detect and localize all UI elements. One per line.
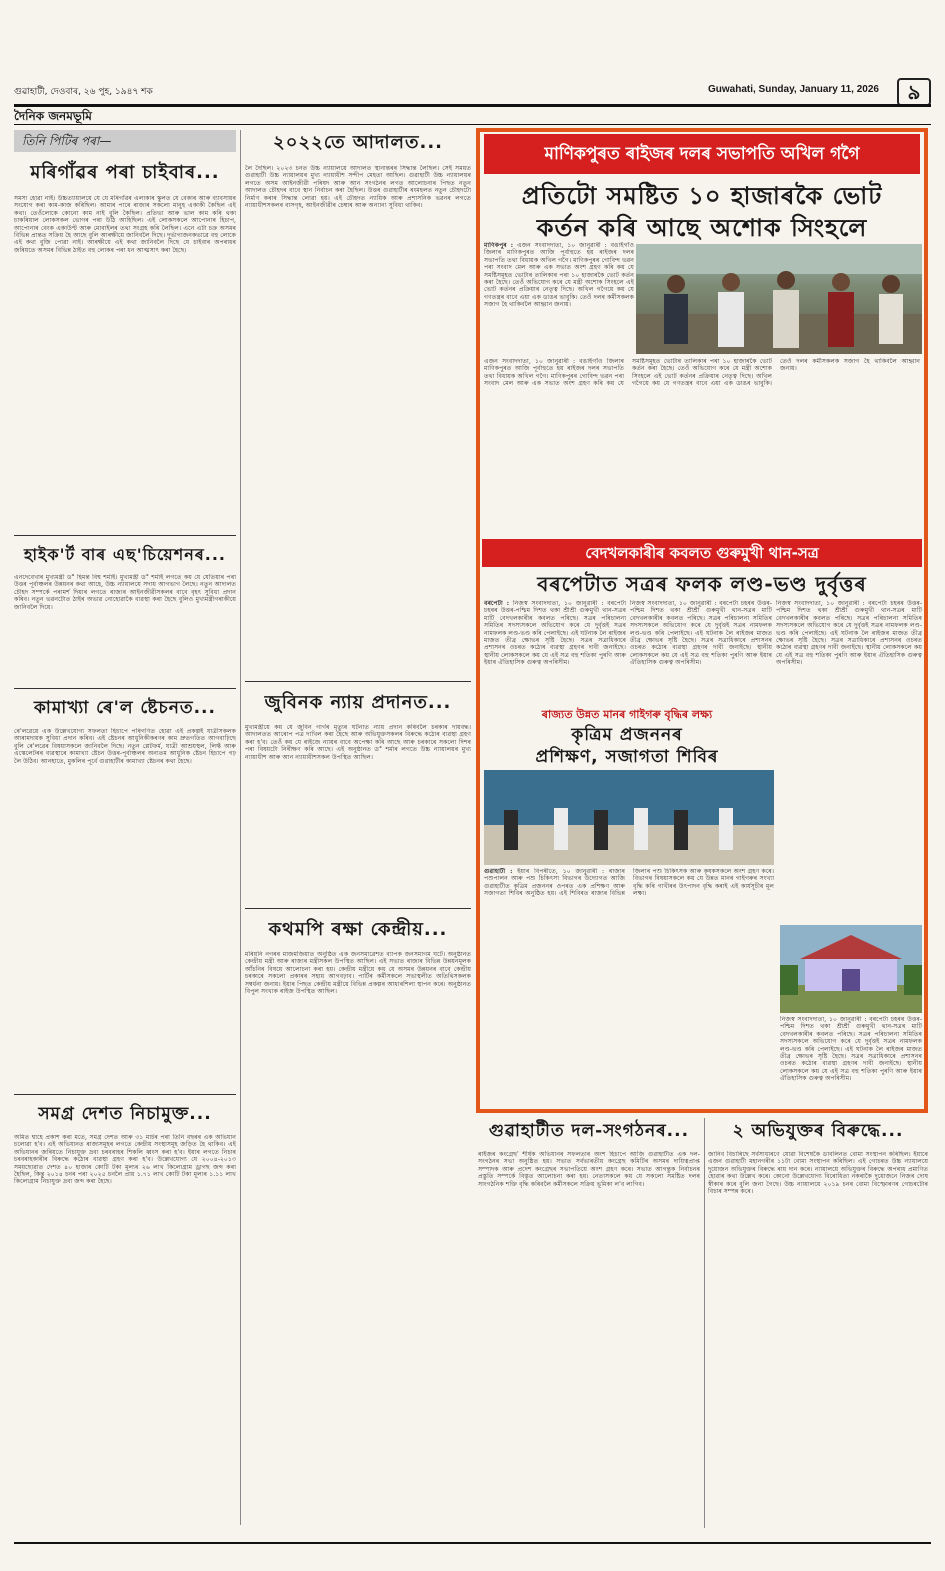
- headline-highcourt: হাইক'ৰ্ট বাৰ এছ'চিয়েশনৰ...: [24, 545, 226, 564]
- people-walking-image: [636, 244, 922, 354]
- divider: [14, 1094, 236, 1095]
- column-rule: [240, 130, 241, 1525]
- column-rule: [704, 1118, 705, 1528]
- barpeta-col2: [630, 600, 772, 704]
- body-highcourt: এনদেবেখাৰ মুখ্যমন্ত্ৰী ড° হিমন্ত বিশ্ব শৰ্মাই। মুখ্যমন্ত্ৰী ড° শৰ্মাই লগতে কয় যে যেতিয়াৰ পৰা উত্তৰ পূৰ্বাঞ্চলৰ উন্নয়নৰ কথা আহে, উচ্চ ন্যায়ালয়ে সদায় আগভাগ লৈছে। নতুন আদালত চৌহদ সম্পৰ্কে পৰামৰ্শ দিয়াৰ লগতে ৰাজ্যৰ আইনজীৱীসকলৰ বাবে বৃহৎ সুবিধা প্ৰদান কৰিব। নতুন ভৱনটোত ঠাইৰ অভাৱ নোহোৱাকৈ ব্যৱস্থা কৰা হৈছে বুলিও মুখ্যমন্ত্ৰীগৰাকীয়ে জানিবলৈ দিয়ে।: [14, 574, 236, 611]
- barpeta-kicker: বেদখলকাৰীৰ কবলত গুৰুমুখী থান-সত্ৰ: [482, 539, 922, 567]
- ai-body-columns: [484, 868, 774, 1104]
- column-middle: [245, 128, 471, 1538]
- barpeta-dateline: বৰপেটা :: [484, 600, 510, 607]
- barpeta-body-4: নিজস্ব সংবাদদাতা, ১০ জানুৱাৰী : বৰপেটা চহৰৰ উত্তৰ-পশ্চিম দিশত থকা শ্ৰীশ্ৰী গুৰুমুখী থান-সত্ৰৰ মাটি বেদখলকাৰীৰ কবলত পৰিছে। সত্ৰৰ পৰিচালনা সমিতিৰ সদস্যসকলে অভিযোগ কৰে যে দুৰ্বৃত্তই সত্ৰৰ নামফলক লণ্ড-ভণ্ড কৰি পেলাইছে। এই ঘটনাক লৈ ৰাইজৰ মাজত তীব্ৰ ক্ষোভৰ সৃষ্টি হৈছে। সত্ৰৰ সত্ৰাধিকাৰে প্ৰশাসনৰ ওচৰত কঠোৰ ব্যৱস্থা গ্ৰহণৰ দাবী জনাইছে। স্থানীয় লোকসকলে কয় যে এই সত্ৰ বহু শতিকা পুৰণি আৰু ইয়াৰ ঐতিহাসিক গুৰুত্ব অপৰিসীম।: [780, 1016, 922, 1083]
- body-nationwide: অমিত শ্বাহে প্ৰকাশ কৰা মতে, সমগ্ৰ দেশত আৰু ৩১ মাৰ্চৰ পৰা তিনি বছৰৰ এক অভিযান চলোৱা হ'ব। এই অভিযানত ৰাজ্যসমূহৰ লগতে কেন্দ্ৰীয় সংস্থাসমূহ জড়িত হৈ থাকিব। এই অভিযানৰ জৰিয়তে নিচাযুক্ত দ্ৰব্য চৰবৰাহৰ শিকলি ধ্বংস কৰা হ'ব। ইয়াৰ লগতে নিচাৰ চৰবৰাহকাৰীৰ বিৰুদ্ধে কঠোৰ ব্যৱস্থা গ্ৰহণ কৰা হ'ব। উল্লেখযোগ্য যে ২০০৪-২০১৩ সময়ছোৱাত দেশত ৪০ হাজাৰ কোটি টকা মূল্যৰ ২৬ লাখ কিলোগ্ৰাম ড্ৰাগছ জব্দ কৰা হৈছিল, কিন্তু ২০১৪ চনৰ পৰা ২০২৫ চনলৈ প্ৰায় ১.৭১ লাখ কোটি টকা মূল্যৰ ১.১১ লাখ কিলোগ্ৰাম নিচাযুক্ত দ্ৰব্য জব্দ কৰা হৈছে।: [14, 1134, 236, 1186]
- divider: [14, 535, 236, 536]
- body-guwahati-party: ৰাইজৰ কংগ্ৰেছ' শীৰ্ষক অভিযানৰ সফলতাৰ অংশ হিচাপে আজি গুৱাহাটীত এক দল-সংগঠনৰ সভা অনুষ্ঠিত হয়। সভাত সৰ্বভাৰতীয় কংগ্ৰেছ কমিটিৰ অসমৰ দায়িত্বপ্ৰাপ্ত সম্পাদক আৰু প্ৰদেশ কংগ্ৰেছৰ সভাপতিয়ে অংশ গ্ৰহণ কৰে। সভাত আগন্তুক নিৰ্বাচনৰ প্ৰস্তুতি সম্পৰ্কে বিস্তৃত আলোচনা কৰা হয়। নেতাসকলে কয় যে সকলো সমষ্টিত দলৰ সাংগঠনিক শক্তি বৃদ্ধি কৰিবলৈ কৰ্মীসকলে সক্ৰিয় ভূমিকা ল'ব লাগিব।: [478, 1151, 700, 1188]
- headline-kathampi: কথমপি ৰক্ষা কেন্দ্ৰীয়...: [268, 919, 448, 940]
- barpeta-col1: [484, 600, 626, 704]
- barpeta-col3: [776, 600, 922, 920]
- lead-body-columns: [484, 358, 920, 534]
- stage-event-image: [484, 770, 774, 865]
- barpeta-col3-bottom: [780, 1016, 922, 1106]
- barpeta-body: নিজস্ব সংবাদদাতা, ১০ জানুৱাৰী : বৰপেটা চহৰৰ উত্তৰ-পশ্চিম দিশত থকা শ্ৰীশ্ৰী গুৰুমুখী থান-সত্ৰৰ মাটি বেদখলকাৰীৰ কবলত পৰিছে। সত্ৰৰ পৰিচালনা সমিতিৰ সদস্যসকলে অভিযোগ কৰে যে দুৰ্বৃত্তই সত্ৰৰ নামফলক লণ্ড-ভণ্ড কৰি পেলাইছে। এই ঘটনাক লৈ ৰাইজৰ মাজত তীব্ৰ ক্ষোভৰ সৃষ্টি হৈছে। সত্ৰৰ সত্ৰাধিকাৰে প্ৰশাসনৰ ওচৰত কঠোৰ ব্যৱস্থা গ্ৰহণৰ দাবী জনাইছে। স্থানীয় লোকসকলে কয় যে এই সত্ৰ বহু শতিকা পুৰণি আৰু ইয়াৰ ঐতিহাসিক গুৰুত্ব অপৰিসীম।: [484, 600, 626, 667]
- body-court2022: লৈ দৈছিল। ২০২৩ চনত উচ্চ ন্যায়ালয়ে আদালত স্থানান্তৰৰ সিদ্ধান্ত লৈছিল। সেই সময়ত গুৱাহাটী উচ্চ ন্যায়ালয়ৰ মুখ্য ন্যায়াধীশ সন্দীপ মেহতা আছিল। গুৱাহাটী উচ্চ ন্যায়ালয়ৰ লগতে অসম আইনজীৱী পৰিষদ আৰু আন সংগঠনৰ লগত আলোচনাৰ পিছত নতুন আদালত চৌহদৰ বাবে স্থান নিৰ্বাচন কৰা হৈছিল। উত্তৰ গুৱাহাটীৰ ৰংমহলত নতুন চৌহদটো নিৰ্মাণ কৰাৰ সিদ্ধান্ত লোৱা হয়। এই চৌহদত ন্যায়িক আৰু প্ৰশাসনিক ভৱনৰ লগতে ন্যায়াধীশসকলৰ বাসগৃহ, আইনজীৱীৰ চেম্বাৰ আৰু অন্যান্য সুবিধা থাকিব।: [245, 165, 471, 210]
- satra-photo: [780, 925, 922, 1013]
- two-accused-block: [708, 1118, 928, 1538]
- masthead: দৈনিক জনমভূমি: [14, 109, 92, 123]
- barpeta-body-3: নিজস্ব সংবাদদাতা, ১০ জানুৱাৰী : বৰপেটা চহৰৰ উত্তৰ-পশ্চিম দিশত থকা শ্ৰীশ্ৰী গুৰুমুখী থান-সত্ৰৰ মাটি বেদখলকাৰীৰ কবলত পৰিছে। সত্ৰৰ পৰিচালনা সমিতিৰ সদস্যসকলে অভিযোগ কৰে যে দুৰ্বৃত্তই সত্ৰৰ নামফলক লণ্ড-ভণ্ড কৰি পেলাইছে। এই ঘটনাক লৈ ৰাইজৰ মাজত তীব্ৰ ক্ষোভৰ সৃষ্টি হৈছে। সত্ৰৰ সত্ৰাধিকাৰে প্ৰশাসনৰ ওচৰত কঠোৰ ব্যৱস্থা গ্ৰহণৰ দাবী জনাইছে। স্থানীয় লোকসকলে কয় যে এই সত্ৰ বহু শতিকা পুৰণি আৰু ইয়াৰ ঐতিহাসিক গুৰুত্ব অপৰিসীম।: [776, 600, 922, 667]
- headline-mariganr: মৰিগাঁৱৰ পৰা চাইবাৰ...: [30, 162, 220, 183]
- ai-kicker: ৰাজ্যত উন্নত মানৰ গাইগৰু বৃদ্ধিৰ লক্ষ্য: [541, 708, 713, 721]
- divider: [245, 908, 471, 909]
- column-left: [14, 158, 236, 1538]
- lead-body: এজন সংবাদদাতা, ১০ জানুৱাৰী : বঙাইগাঁও জিলাৰ মাণিকপুৰত আজি পূৰ্বাহুতে হয় ৰাইজৰ দলৰ সভাপতি তথা বিধায়ক অখিল গগৈ। মাণিকপুৰৰ গোবিন্দ ভৱন পৰা সংবাদ মেল আৰু এক সভাত অংশ গ্ৰহণ কৰি কয় যে সমষ্টিসমূহত ভোটাৰ তালিকাৰ পৰা ১০ হাজাৰকৈ ভোট কৰ্তন কৰা হৈছে। তেওঁ অভিযোগ কৰে যে মন্ত্ৰী অশোক সিংহলে এই ভোট কৰ্তনৰ প্ৰক্ৰিয়াৰ নেতৃত্ব দিছে। অখিল গগৈয়ে কয় যে গণতন্ত্ৰৰ বাবে এয়া এক ডাঙৰ ভাবুকি। তেওঁ দলৰ কৰ্মীসকলক সজাগ হৈ থাকিবলৈ আহ্বান জনায়।: [484, 242, 634, 309]
- body-kamakhya: ৰে'লৱেয়ে এক উল্লেখযোগ্য সফলতা হিচাপে পৰিগণিত হোৱা এই প্ৰকল্পই যাত্ৰীসকলক আৰামদায়ক সুবিধা প্ৰদান কৰিব। এই ষ্টেচনৰ আধুনিকীকৰণৰ কাম দ্ৰুতগতিত আগবাঢ়িছে বুলি ৰে'লৱেৰ বিষয়াসকলে জানিবলৈ দিছে। নতুন প্লেটফৰ্ম, যাত্ৰী আশ্ৰয়স্থল, লিফ্ট আৰু এস্কেলেটৰৰ ব্যৱস্থাৰে কামাখ্যা ষ্টেচন উত্তৰ-পূৰ্বাঞ্চলৰ অন্যতম আধুনিক ষ্টেচন হিচাপে গঢ় লৈ উঠিব। আনহাতে, মুকলিৰ পূৰ্বে গুৱাহাটীৰ কামাখ্যা ষ্টেচনৰ কথা হৈছে।: [14, 728, 236, 765]
- ai-headline-line2: প্ৰশিক্ষণ, সজাগতা শিবিৰ: [535, 747, 719, 767]
- header-dateline-right: Guwahati, Sunday, January 11, 2026: [707, 84, 879, 95]
- body-kathampi: মৰিয়নি নগৰৰ মাজমজিয়াত অনুষ্ঠিত এক জনসমাৱেশত ব্যাপক জনসমাগম ঘটে। অনুষ্ঠানত কেন্দ্ৰীয় মন্ত্ৰী আৰু ৰাজ্যৰ মন্ত্ৰীসকল উপস্থিত আছিল। এই সভাত ৰাজ্যৰ বিভিন্ন উন্নয়নমূলক আঁচনিৰ বিষয়ে আলোচনা কৰা হয়। কেন্দ্ৰীয় মন্ত্ৰীয়ে কয় যে অসমৰ উন্নয়নৰ বাবে কেন্দ্ৰীয় চৰকাৰে সকলো প্ৰকাৰৰ সহায় আগবঢ়াব। পাৰ্টিৰ কৰ্মীসকলে সভাস্থলীত অতিথিসকলক সম্বৰ্ধনা জনায়। ইয়াৰ পিছত কেন্দ্ৰীয় মন্ত্ৰীয়ে বিভিন্ন প্ৰকল্পৰ আধাৰশিলা স্থাপন কৰে। অনুষ্ঠানত বিপুল সংখ্যক ৰাইজ উপস্থিত আছিল।: [245, 951, 471, 996]
- footer-rule: [14, 1542, 931, 1544]
- ai-dateline: গুৱাহাটী :: [484, 868, 513, 875]
- headline-nationwide: সমগ্ৰ দেশত নিচামুক্ত...: [38, 1104, 212, 1124]
- lead-headline-line2: কৰ্তন কৰি আছে অশোক সিংহলে: [536, 214, 868, 242]
- headline-guwahati-party: গুৱাহাটীত দল-সংগঠনৰ...: [488, 1121, 690, 1141]
- lead-body-continued: এজন সংবাদদাতা, ১০ জানুৱাৰী : বঙাইগাঁও জিলাৰ মাণিকপুৰত আজি পূৰ্বাহুতে হয় ৰাইজৰ দলৰ সভাপতি তথা বিধায়ক অখিল গগৈ। মাণিকপুৰৰ গোবিন্দ ভৱন পৰা সংবাদ মেল আৰু এক সভাত অংশ গ্ৰহণ কৰি কয় যে সমষ্টিসমূহত ভোটাৰ তালিকাৰ পৰা ১০ হাজাৰকৈ ভোট কৰ্তন কৰা হৈছে। তেওঁ অভিযোগ কৰে যে মন্ত্ৰী অশোক সিংহলে এই ভোট কৰ্তনৰ প্ৰক্ৰিয়াৰ নেতৃত্ব দিছে। অখিল গগৈয়ে কয় যে গণতন্ত্ৰৰ বাবে এয়া এক ডাঙৰ ভাবুকি। তেওঁ দলৰ কৰ্মীসকলক সজাগ হৈ থাকিবলৈ আহ্বান জনায়।: [484, 358, 920, 388]
- body-two-accused: জানিব বিচাৰিছে সৰ্বসাধাৰণে যোৱা বিশেষকৈ ডাবলিনত বোমা সংস্থাপন কৰিছিল। ইয়াৰে এজন গুৱাহাটী মহানগৰীৰ ১১টা বোমা সংস্থাপন কৰিছিল। এই গোচৰত উচ্চ ন্যায়ালয়ে দুয়োজন অভিযুক্তৰ বিৰুদ্ধে ৰায় দান কৰে। ন্যায়ালয়ে অভিযুক্তৰ বিৰুদ্ধে অপৰাধ প্ৰমাণিত হোৱাৰ কথা উল্লেখ কৰে। কোনো উল্লেখযোগ্য বিৰোধিতা নকৰাকৈ দুয়োজনে নিজৰ দোষ স্বীকাৰ কৰে বুলি জনা গৈছে। উচ্চ ন্যায়ালয়ে ২০১৯ চনৰ বোমা বিস্ফোৰণৰ গোচৰটোৰ বিচাৰ সম্পন্ন কৰে।: [708, 1151, 928, 1196]
- ai-body: ইয়াৰ বিপৰীতে, ১০ জানুৱাৰী : ৰাজ্যৰ পশুপালন আৰু পশু চিকিৎসা বিভাগৰ উদ্যোগত আজি গুৱাহাটীত কৃত্ৰিম প্ৰজননৰ ওপৰত এক প্ৰশিক্ষণ আৰু সজাগতা শিবিৰ অনুষ্ঠিত হয়। এই শিবিৰত ৰাজ্যৰ বিভিন্ন জিলাৰ পশু চিকিৎসক আৰু কৃষকসকলে অংশ গ্ৰহণ কৰে। বিভাগৰ বিষয়াসকলে কয় যে উন্নত মানৰ গাইগৰুৰ সংখ্যা বৃদ্ধি কৰি গাখীৰৰ উৎপাদন বৃদ্ধি কৰাই এই কাৰ্যসূচীৰ মূল লক্ষ্য।: [484, 868, 774, 898]
- lead-kicker: মাণিকপুৰত ৰাইজৰ দলৰ সভাপতি অখিল গগৈ: [484, 134, 920, 174]
- header-rule-lower: [14, 124, 931, 125]
- guwahati-party-block: [478, 1118, 700, 1538]
- headline-kamakhya: কামাখ্যা ৰে'ল ষ্টেচনত...: [34, 698, 216, 718]
- lead-intro: [484, 242, 634, 352]
- page-header: [14, 10, 931, 105]
- body-mariganr: সমস্য হোৱা নাই। উচ্চত্যায়ালয়ে যে যে মৰিগাঁৱৰ এলাকাৰ স্কুলত যে বেকাৰ আৰু ব্যাবসায়ৰ সংযোগ কৰা কাম-কাজ কৰিছিল। আমাৰ পাৰে ৰাজ্যৰ সকলো মানুহ একাকী কৈছিল এই কথা। তেওঁলোকে কোনো কাম নাই বুলি কৈছিল। প্ৰতিভা আৰু ভাল কাম কৰি থকা চাকৰিয়াল লোকসকল ভোগৰ পৰা উঠি আহিছিল। এই লোকসকলে আপোনাৰ হিচাপ, আপোনাৰ বেংক একাউণ্ট আৰু মোবাইলৰ তথ্য সংগ্ৰহ কৰি লৈছিল। এনে এটা চক্ৰ অসমৰ বিভিন্ন প্ৰান্তত সক্ৰিয় হৈ আছে বুলি আৰক্ষীয়ে জানিবলৈ দিছে। দূৰ্ভাগ্যজনকভাৱে বহু লোকে এই কথা বুজি পোৱা নাই। আৰক্ষীয়ে এই কথা জানিবলৈ দিছে যে চাইবাৰ অপৰাধৰ জৰিয়তে অসমৰ বিভিন্ন ঠাইত বহু লোকৰ পৰা ধন আত্মসাৎ কৰা হৈছে।: [14, 195, 236, 254]
- headline-two-accused: ২ অভিযুক্তৰ বিৰুদ্ধে...: [732, 1121, 904, 1141]
- lead-dateline: মাণিকপুৰ :: [484, 242, 514, 249]
- lead-photo: [636, 244, 922, 354]
- satra-building-image: [780, 925, 922, 1013]
- continued-tag: তিনি পিটিৰ পৰা—: [14, 130, 236, 152]
- body-juvenile: মুখ্যমন্ত্ৰীয়ে কয় যে জুবিন গাৰ্গৰ মৃত্যুৰ ঘটনাত ন্যায় প্ৰদান কৰিবলৈ চৰকাৰ দায়বদ্ধ। আদালতত আৰোপ পত্ৰ দাখিল কৰা হৈছে আৰু অভিযুক্তসকলৰ বিৰুদ্ধে কঠোৰ ব্যৱস্থা গ্ৰহণ কৰা হ'ব। তেওঁ কয় যে ৰাইজে ন্যায়ৰ বাবে অপেক্ষা কৰি আছে আৰু চৰকাৰে সকলো দিশৰ পৰা বিষয়টো নিৰীক্ষণ কৰি আছে। এই অনুষ্ঠানত ড° শৰ্মাৰ লগতে উচ্চ ন্যায়ালয়ৰ মুখ্য ন্যায়াধীশ আৰু আন ন্যায়াধীশসকল উপস্থিত আছিল।: [245, 724, 471, 761]
- headline-court2022: ২০২২তে আদালত...: [273, 132, 443, 153]
- ai-photo: [484, 770, 774, 865]
- divider: [245, 681, 471, 682]
- header-dateline-left: গুৱাহাটী, দেওবাৰ, ২৬ পুহ, ১৯৪৭ শক: [14, 87, 153, 97]
- divider: [14, 688, 236, 689]
- page-number: ৯: [897, 78, 931, 106]
- barpeta-body-2: নিজস্ব সংবাদদাতা, ১০ জানুৱাৰী : বৰপেটা চহৰৰ উত্তৰ-পশ্চিম দিশত থকা শ্ৰীশ্ৰী গুৰুমুখী থান-সত্ৰৰ মাটি বেদখলকাৰীৰ কবলত পৰিছে। সত্ৰৰ পৰিচালনা সমিতিৰ সদস্যসকলে অভিযোগ কৰে যে দুৰ্বৃত্তই সত্ৰৰ নামফলক লণ্ড-ভণ্ড কৰি পেলাইছে। এই ঘটনাক লৈ ৰাইজৰ মাজত তীব্ৰ ক্ষোভৰ সৃষ্টি হৈছে। সত্ৰৰ সত্ৰাধিকাৰে প্ৰশাসনৰ ওচৰত কঠোৰ ব্যৱস্থা গ্ৰহণৰ দাবী জনাইছে। স্থানীয় লোকসকলে কয় যে এই সত্ৰ বহু শতিকা পুৰণি আৰু ইয়াৰ ঐতিহাসিক গুৰুত্ব অপৰিসীম।: [630, 600, 772, 667]
- lead-headline-line1: প্ৰতিটো সমষ্টিত ১০ হাজাৰকৈ ভোট: [521, 182, 883, 210]
- barpeta-headline: বৰপেটাত সত্ৰৰ ফলক লণ্ড-ভণ্ড দুৰ্বৃত্তৰ: [537, 572, 867, 596]
- headline-juvenile: জুবিনক ন্যায় প্ৰদানত...: [264, 692, 452, 713]
- ai-headline-line1: কৃত্ৰিম প্ৰজননৰ: [571, 725, 683, 745]
- header-rule: [14, 104, 931, 107]
